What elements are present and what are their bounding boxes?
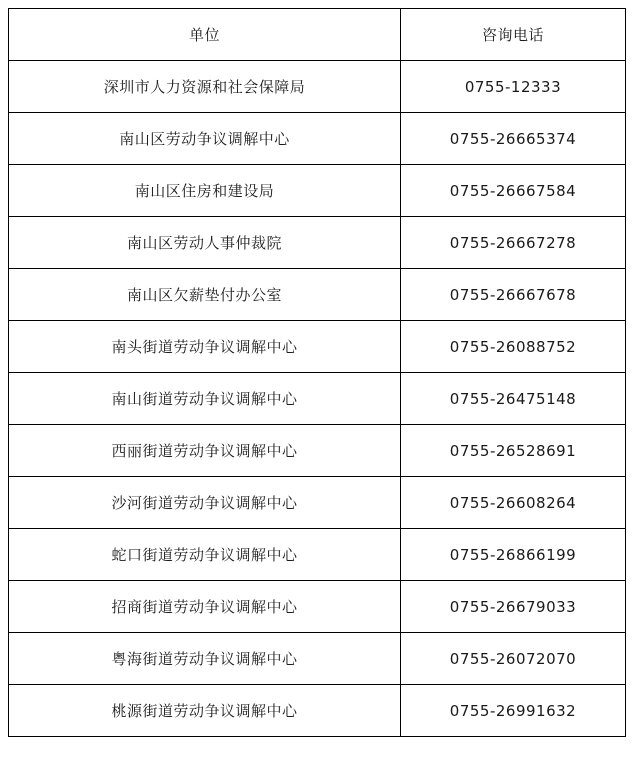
unit-cell: 沙河街道劳动争议调解中心 [9, 477, 401, 529]
table-row [9, 113, 626, 165]
unit-cell: 粤海街道劳动争议调解中心 [9, 633, 401, 685]
phone-cell: 0755-26866199 [401, 529, 626, 581]
phone-cell: 0755-26475148 [401, 373, 626, 425]
table-row [9, 685, 626, 737]
unit-cell: 南山街道劳动争议调解中心 [9, 373, 401, 425]
unit-cell: 西丽街道劳动争议调解中心 [9, 425, 401, 477]
table-row [9, 477, 626, 529]
table-row [9, 373, 626, 425]
column-header-unit: 单位 [9, 9, 401, 61]
unit-cell: 招商街道劳动争议调解中心 [9, 581, 401, 633]
unit-cell: 南山区劳动争议调解中心 [9, 113, 401, 165]
table-row [9, 581, 626, 633]
contact-table [8, 8, 626, 737]
phone-cell: 0755-26072070 [401, 633, 626, 685]
phone-cell: 0755-26667584 [401, 165, 626, 217]
unit-cell: 深圳市人力资源和社会保障局 [9, 61, 401, 113]
table-row [9, 321, 626, 373]
table-header [9, 9, 626, 61]
table-row [9, 529, 626, 581]
phone-cell: 0755-26667278 [401, 217, 626, 269]
table-row [9, 165, 626, 217]
table-row [9, 633, 626, 685]
table-row [9, 61, 626, 113]
phone-cell: 0755-26608264 [401, 477, 626, 529]
unit-cell: 南山区住房和建设局 [9, 165, 401, 217]
unit-cell: 南山区欠薪垫付办公室 [9, 269, 401, 321]
column-header-phone: 咨询电话 [401, 9, 626, 61]
phone-cell: 0755-26679033 [401, 581, 626, 633]
phone-cell: 0755-26088752 [401, 321, 626, 373]
table-row [9, 217, 626, 269]
table-row [9, 425, 626, 477]
unit-cell: 桃源街道劳动争议调解中心 [9, 685, 401, 737]
phone-cell: 0755-26665374 [401, 113, 626, 165]
table-header-row [9, 9, 626, 61]
phone-cell: 0755-12333 [401, 61, 626, 113]
unit-cell: 南山区劳动人事仲裁院 [9, 217, 401, 269]
phone-cell: 0755-26667678 [401, 269, 626, 321]
table-row [9, 269, 626, 321]
unit-cell: 南头街道劳动争议调解中心 [9, 321, 401, 373]
phone-cell: 0755-26991632 [401, 685, 626, 737]
unit-cell: 蛇口街道劳动争议调解中心 [9, 529, 401, 581]
table-body [9, 61, 626, 737]
phone-cell: 0755-26528691 [401, 425, 626, 477]
